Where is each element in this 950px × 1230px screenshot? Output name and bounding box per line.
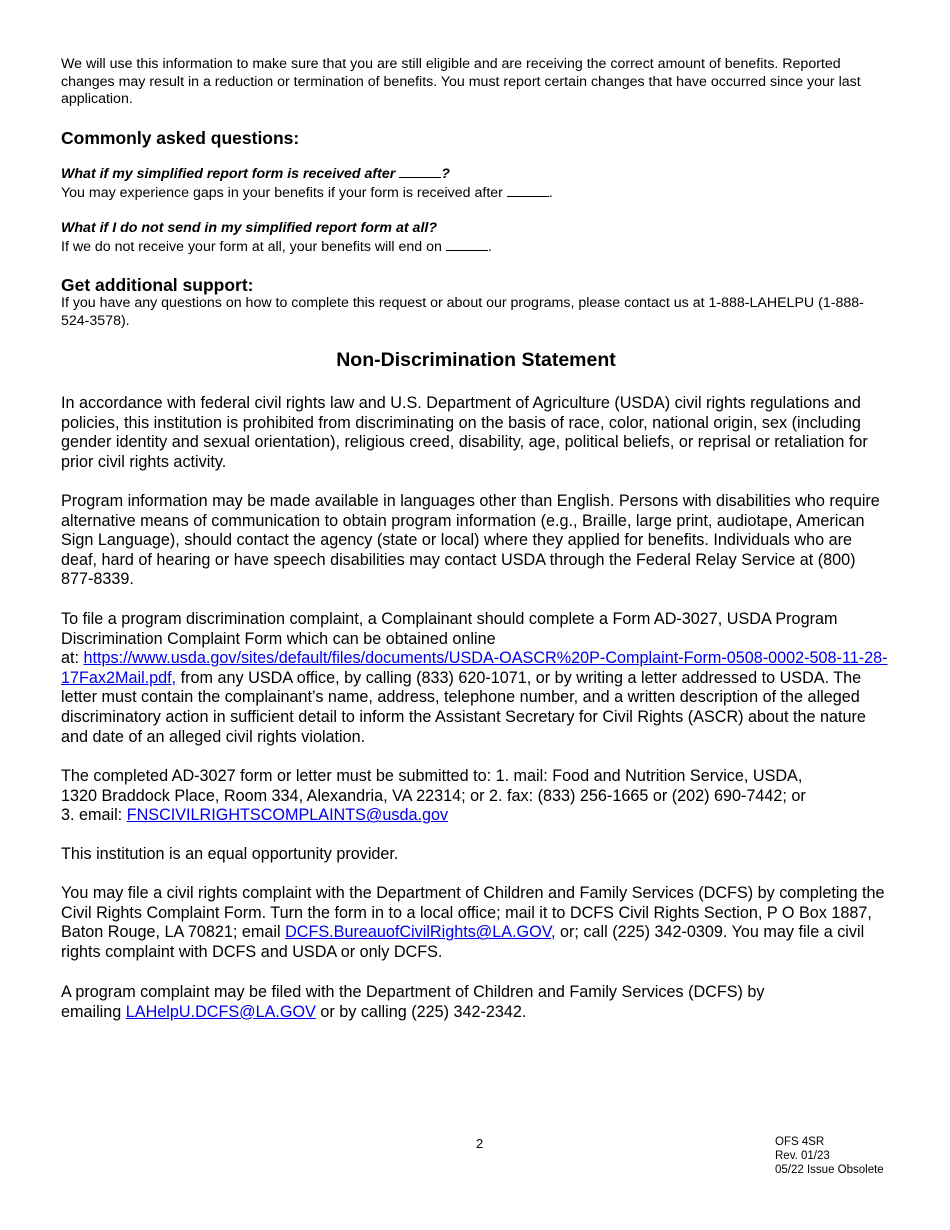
faq-question-2: What if I do not send in my simplified report form at all? xyxy=(61,220,437,236)
nds-title: Non-Discrimination Statement xyxy=(336,349,616,371)
faq-answer-2: If we do not receive your form at all, your benefits will end on . xyxy=(61,238,492,255)
nds-paragraph-1: In accordance with federal civil rights law and U.S. Department of Agriculture (USDA) civil rights regulations and policies, this institution is prohibited from discriminating on the basis of race, color, national origin, sex (including gender identity and sexual orientation), religious creed, disability, age, political beliefs, or reprisal or retaliation for prior civil rights activity. xyxy=(61,394,868,471)
faq-question-1: What if my simplified report form is received after ? xyxy=(61,166,450,182)
blank-line xyxy=(399,165,441,178)
nds-paragraph-3: To file a program discrimination complaint, a Complainant should complete a Form AD-3027, USDA Program Discrimination Complaint Form which can be obtained online at: https://www.usda.gov/sites/default/files/documents/USDA-OASCR%20P-Complaint-Form-0508-0002-508-11-28-17Fax2Mail.pdf, from any USDA office, by calling (833) 620-1071, or by writing a letter addressed to USDA. The letter must contain the complainant’s name, address, telephone number, and a written description of the alleged discriminatory action in sufficient detail to inform the Assistant Secretary for Civil Rights (ASCR) about the nature and date of an alleged civil rights violation. xyxy=(61,610,888,746)
faq-item-2 xyxy=(61,219,891,256)
form-code: OFS 4SR xyxy=(775,1136,825,1148)
nds-paragraph-2: Program information may be made available in languages other than English. Persons with disabilities who require alternative means of communication to obtain program information (e.g., Braille, large print, audiotape, American Sign Language), should contact the agency (state or local) where they applied for benefits. Individuals who are deaf, hard of hearing or have speech disabilities may contact USDA through the Federal Relay Service at (800) 877-8339. xyxy=(61,492,880,589)
form-revision: Rev. 01/23 xyxy=(775,1150,830,1162)
nds-paragraph-4: The completed AD-3027 form or letter must be submitted to: 1. mail: Food and Nutrition Service, USDA, 1320 Braddock Place, Room 334, Alexandria, VA 22314; or 2. fax: (833) 256-1665 or (202) 690-7442; or 3. email: FNSCIVILRIGHTSCOMPLAINTS@usda.gov xyxy=(61,767,806,825)
support-text: If you have any questions on how to complete this request or about our programs, please contact us at 1-888-LAHELPU (1-888-524-3578). xyxy=(61,295,864,329)
faq-item-1 xyxy=(61,165,891,202)
lahelpu-email-link[interactable]: LAHelpU.DCFS@LA.GOV xyxy=(125,1002,316,1021)
dcfs-civil-rights-email-link[interactable]: DCFS.BureauofCivilRights@LA.GOV xyxy=(285,923,552,942)
blank-line xyxy=(446,238,488,251)
nds-paragraph-7: A program complaint may be filed with the Department of Children and Family Services (DCFS) by emailing LAHelpU.DCFS@LA.GOV or by calling (225) 342-2342. xyxy=(61,983,765,1021)
faq-answer-1: You may experience gaps in your benefits if your form is received after . xyxy=(61,184,553,201)
intro-paragraph: We will use this information to make sure that you are still eligible and are receiving the correct amount of benefits. Reported changes may result in a reduction or termination of benefits. You must report certain changes that have occurred since your last application. xyxy=(61,56,861,107)
form-identifier xyxy=(775,1135,884,1177)
nds-paragraph-6: You may file a civil rights complaint with the Department of Children and Family Services (DCFS) by completing the Civil Rights Complaint Form. Turn the form in to a local office; mail it to DCFS Civil Rights Section, P O Box 1887, Baton Rouge, LA 70821; email DCFS.BureauofCivilRights@LA.GOV, or; call (225) 342-0309. You may file a civil rights complaint with DCFS and USDA or only DCFS. xyxy=(61,884,885,961)
nds-paragraph-5: This institution is an equal opportunity provider. xyxy=(61,845,399,863)
blank-line xyxy=(507,184,549,197)
support-heading: Get additional support: xyxy=(61,275,254,295)
page-number: 2 xyxy=(476,1136,484,1151)
fns-email-link[interactable]: FNSCIVILRIGHTSCOMPLAINTS@usda.gov xyxy=(126,806,449,825)
form-obsolete-note: 05/22 Issue Obsolete xyxy=(775,1164,884,1176)
faq-heading: Commonly asked questions: xyxy=(61,128,300,148)
usda-complaint-form-link[interactable]: https://www.usda.gov/sites/default/files/documents/USDA-OASCR%20P-Complaint-Form-0508-0002-508-11-28-17Fax2Mail.pdf, xyxy=(61,649,888,687)
